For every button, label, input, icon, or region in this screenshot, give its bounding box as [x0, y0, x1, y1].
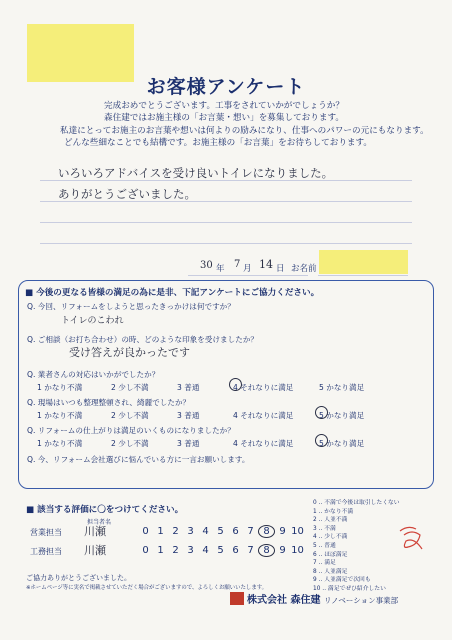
- staff-column-label: 担当者名: [87, 519, 112, 526]
- option-1: 1 かなり不満: [37, 439, 83, 448]
- rating-digit: 0: [142, 545, 149, 556]
- legend-item: 1 ‥ かなり不満: [313, 508, 354, 515]
- date-day: 14: [259, 258, 273, 271]
- works-staff-label: 工務担当: [30, 547, 62, 556]
- comment-line: ありがとうございました。: [58, 187, 196, 201]
- rating-digit: 4: [202, 526, 209, 537]
- rating-digit: 9: [279, 545, 286, 556]
- rating-digit: 9: [279, 526, 286, 537]
- legend-item: 9 ‥ 人並満足で次回も: [313, 577, 371, 584]
- option-5: 5 かなり満足: [319, 439, 365, 448]
- option-2: 2 少し不満: [111, 411, 149, 420]
- ruled-line: [40, 222, 412, 223]
- legend-item: 6 ‥ ほぼ満足: [313, 551, 348, 558]
- question-1: Q. 今回、リフォームをしようと思ったきっかけは何ですか？: [27, 302, 235, 311]
- rating-digit: 5: [217, 526, 224, 537]
- legend-item: 0 ‥ 不満で今後は取引したくない: [313, 500, 400, 506]
- rating-digit: 10: [291, 545, 304, 556]
- intro-text: [60, 100, 440, 150]
- option-5: 5 かなり満足: [319, 383, 365, 392]
- intro-line: 森住建ではお施主様の「お言葉・想い」を募集しております。: [104, 113, 344, 124]
- rating-digit: 7: [247, 526, 254, 537]
- survey-header: ■ 今後の更なる皆様の満足の為に是非、下記アンケートにご協力ください。: [25, 288, 320, 298]
- intro-line: 完成おめでとうございます。工事をされていかがでしょうか？: [104, 101, 344, 111]
- option-4: 4 それなりに満足: [233, 439, 294, 448]
- option-1: 1 かなり不満: [37, 411, 83, 420]
- name-underline: [318, 275, 408, 276]
- handwritten-signature: [396, 521, 426, 559]
- rating-digit: 1: [157, 526, 164, 537]
- selection-circle: [315, 434, 328, 447]
- rating-digit: 1: [157, 545, 164, 556]
- question-4: Q. 現場はいつも整理整頓され、綺麗でしたか？: [27, 398, 191, 407]
- selection-circle: [229, 378, 242, 391]
- date-month: 7: [234, 259, 241, 270]
- date-day-label: 日: [276, 264, 285, 274]
- company-name: 株式会社 森住建: [247, 595, 321, 606]
- option-4: 4 それなりに満足: [233, 411, 294, 420]
- rating-digit: 2: [172, 526, 179, 537]
- highlighter-mark: [319, 250, 408, 274]
- date-month-label: 月: [243, 264, 252, 274]
- selection-circle: [315, 406, 328, 419]
- sales-rating-scale: [138, 525, 305, 538]
- rating-digit: 5: [217, 545, 224, 556]
- survey-box: [18, 280, 434, 489]
- rating-digit: 0: [142, 526, 149, 537]
- option-5: 5 かなり満足: [319, 411, 365, 420]
- answer-1: トイレのこわれ: [61, 316, 124, 326]
- date-underline: [188, 275, 308, 276]
- question-2: Q. ご相談（お打ち合わせ）の時、どのような印象を受けましたか？: [27, 335, 259, 344]
- page-title: お客様アンケート: [146, 76, 306, 98]
- question-5: Q. リフォームの仕上がりは満足のいくものになりましたか？: [27, 426, 235, 435]
- sales-staff-label: 営業担当: [30, 528, 62, 537]
- legend-item: 2 ‥ 人並不満: [313, 517, 348, 524]
- rating-digit: 3: [187, 526, 194, 537]
- rating-digit-selected: 8: [258, 525, 275, 538]
- rating-digit: 4: [202, 545, 209, 556]
- intro-line: どんな些細なことでも結構です。お施主様の「お言葉」をお待ちしております。: [64, 138, 373, 149]
- rating-digit-selected: 8: [258, 544, 275, 557]
- name-label: お名前: [291, 264, 317, 274]
- company-signature: [230, 591, 398, 606]
- question-6: Q. 今、リフォーム会社選びに悩んでいる方に一言お願いします。: [27, 455, 250, 464]
- intro-line: 私達にとってお施主のお言葉や想いは何よりの励みになり、仕事へのパワーの元にもなります。: [60, 125, 429, 136]
- footer-thanks: ご協力ありがとうございました。: [26, 574, 131, 582]
- question-3: Q. 業者さんの対応はいかがでしたか？: [27, 370, 160, 379]
- legend-item: 3 ‥ 不満: [313, 525, 336, 532]
- works-rating-scale: [138, 544, 305, 557]
- date-year: 30: [200, 260, 213, 271]
- rating-digit: 2: [172, 545, 179, 556]
- ruled-line: [40, 243, 412, 244]
- option-2: 2 少し不満: [111, 383, 149, 392]
- sales-staff-name: 川瀬: [84, 525, 106, 538]
- legend-item: 8 ‥ 人並満足: [313, 568, 348, 575]
- company-logo-icon: [230, 592, 244, 605]
- legend-item: 4 ‥ 少し不満: [313, 534, 348, 541]
- legend-item: 10 ‥ 満足でぜひ紹介したい: [313, 585, 386, 592]
- option-1: 1 かなり不満: [37, 383, 83, 392]
- rating-digit: 3: [187, 545, 194, 556]
- legend-item: 7 ‥ 満足: [313, 560, 336, 567]
- answer-2: 受け答えが良かったです: [69, 346, 190, 359]
- option-3: 3 普通: [177, 383, 200, 392]
- works-staff-name: 川瀬: [84, 544, 106, 557]
- footer-note: ※ホームページ等に実名で掲載させていただく場合がございますので、よろしくお願いいたします。: [26, 585, 268, 591]
- rating-header: ■ 該当する評価に〇をつけてください。: [26, 505, 184, 515]
- rating-digit: 6: [232, 545, 239, 556]
- option-3: 3 普通: [177, 439, 200, 448]
- rating-digit: 6: [232, 526, 239, 537]
- company-dept: リノベーション事業部: [323, 596, 399, 605]
- rating-digit: 10: [291, 526, 304, 537]
- option-4: 4 それなりに満足: [233, 383, 294, 392]
- option-3: 3 普通: [177, 411, 200, 420]
- rating-legend: [313, 499, 400, 594]
- rating-digit: 7: [247, 545, 254, 556]
- legend-item: 5 ‥ 普通: [313, 542, 336, 549]
- option-2: 2 少し不満: [111, 439, 149, 448]
- comment-line: いろいろアドバイスを受け良いトイレになりました。: [58, 166, 334, 180]
- date-year-label: 年: [216, 264, 225, 274]
